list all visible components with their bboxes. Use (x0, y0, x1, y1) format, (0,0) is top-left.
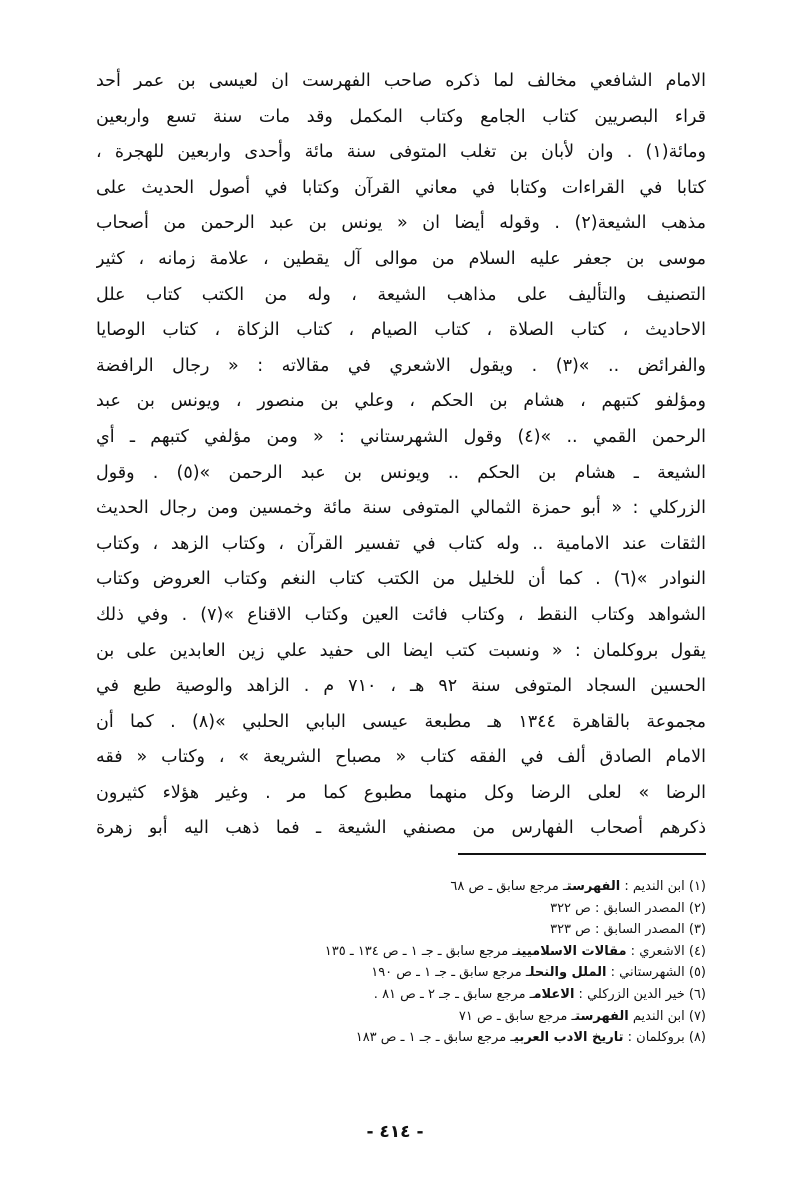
footnote-7 (170, 1006, 706, 1028)
main-text (96, 64, 706, 847)
footnote-title: الفهرست (566, 879, 621, 894)
footnote-author: (٣) المصدر السابق : ص ٣٢٣ (550, 922, 706, 938)
footnote-5 (170, 962, 706, 984)
text-line: موسى بن جعفر عليه السلام من موالى آل يقطين ، علامة زمانه ، كثير (96, 248, 706, 269)
footnote-author: (٧) ابن النديم (628, 1008, 706, 1024)
text-line: كتابا في القراءات وكتابا في معاني القرآن وكتابا في أصول الحديث على (96, 177, 706, 198)
footnote-reference: ـ مرجع سابق ـ جـ ٢ ـ ص ٨١ . (373, 986, 534, 1002)
footnote-title: تاريخ الادب العربي (514, 1030, 624, 1046)
footnote-author: (٨) بروكلمان : (623, 1030, 706, 1046)
footnote-reference: ـ مرجع سابق ـ جـ ١ ـ ص ١٣٤ ـ ١٣٥ (324, 943, 517, 959)
footnote-title: مقالات الاسلاميين (516, 943, 627, 959)
footnote-8 (170, 1027, 706, 1049)
text-line: مجموعة بالقاهرة ١٣٤٤ هـ مطبعة عيسى البابي الحلبي »(٨) . كما أن (96, 711, 706, 732)
text-line: الحسين السجاد المتوفى سنة ٩٢ هـ ، ٧١٠ م . الزاهد والوصية طبع في (96, 676, 706, 697)
footnote-divider (458, 853, 706, 855)
text-line: الشواهد وكتاب النقط ، وكتاب فائت العين وكتاب الاقناع »(٧) . وفي ذلك (96, 604, 706, 625)
footnote-1 (170, 876, 706, 898)
text-line: مذهب الشيعة(٢) . وقوله أيضا ان « يونس بن عبد الرحمن من أصحاب (96, 213, 706, 234)
footnote-reference: ـ مرجع سابق ـ ص ٧١ (458, 1008, 576, 1024)
text-line: النوادر »(٦) . كما أن للخليل من الكتب كتاب النغم وكتاب العروض وكتاب (96, 569, 706, 590)
footnote-author: (٥) الشهرستاني : (606, 965, 706, 981)
footnote-4 (170, 941, 706, 963)
text-line: ومؤلفو كتبهم ، هشام بن الحكم ، وعلي بن منصور ، ويونس بن عبد (96, 391, 706, 412)
footnote-reference: ـ مرجع سابق ـ ص ٦٨ (450, 879, 567, 894)
text-line: الامام الصادق ألف في الفقه كتاب « مصباح الشريعة » ، وكتاب « فقه (96, 747, 706, 768)
text-line: التصنيف والتأليف على مذاهب الشيعة ، وله من الكتب كتاب علل (96, 284, 706, 305)
text-line: الامام الشافعي مخالف لما ذكره صاحب الفهرست ان لعيسى بن عمر أحد (96, 71, 706, 91)
footnote-author: (١) ابن النديم : (620, 879, 706, 894)
text-line: الثقات عند الامامية .. وله كتاب في تفسير القرآن ، وكتاب الزهد ، وكتاب (96, 533, 706, 554)
text-line: يقول بروكلمان : « ونسبت كتب ايضا الى حفيد علي زين العابدين على بن (96, 640, 706, 661)
text-line: والفرائض .. »(٣) . ويقول الاشعري في مقالاته : « رجال الرافضة (96, 355, 706, 376)
footnote-title: الفهرست (575, 1008, 629, 1024)
text-line: قراء البصريين كتاب الجامع وكتاب المكمل وقد مات سنة تسع واربعين (96, 106, 706, 127)
footnote-author: (٦) خير الدين الزركلي : (574, 986, 706, 1002)
footnotes (170, 876, 706, 1049)
text-line: الرضا » لعلى الرضا وكل منهما مطبوع كما مر . وغير هؤلاء كثيرون (96, 782, 706, 803)
footnote-author: (٢) المصدر السابق : ص ٣٢٢ (550, 900, 706, 916)
text-line: الشيعة ـ هشام بن الحكم .. ويونس بن عبد الرحمن »(٥) . وقول (96, 462, 706, 483)
footnote-title: الاعلام (533, 986, 575, 1002)
footnote-reference: ـ مرجع سابق ـ جـ ١ ـ ص ١٩٠ (371, 965, 530, 981)
footnote-title: الملل والنحل (529, 965, 607, 981)
footnote-author: (٤) الاشعري : (626, 943, 706, 959)
footnote-reference: ـ مرجع سابق ـ جـ ١ ـ ص ١٨٣ (355, 1030, 515, 1046)
footnote-3 (170, 919, 706, 941)
text-line: ومائة(١) . وان لأبان بن تغلب المتوفى سنة مائة وأحدى واربعين للهجرة ، (96, 142, 706, 163)
footnote-2 (170, 898, 706, 920)
page-number: - ٤١٤ - (366, 1122, 424, 1142)
text-line: الرحمن القمي .. »(٤) وقول الشهرستاني : « ومن مؤلفي كتبهم ـ أي (96, 426, 706, 447)
text-line: الزركلي : « أبو حمزة الثمالي المتوفى سنة مائة وخمسين ومن رجال الحديث (96, 498, 706, 519)
text-line: الاحاديث ، كتاب الصلاة ، كتاب الصيام ، كتاب الزكاة ، كتاب الوصايا (96, 320, 706, 341)
footnote-6 (170, 984, 706, 1006)
text-line: ذكرهم أصحاب الفهارس من مصنفي الشيعة ـ فما ذهب اليه أبو زهرة (96, 818, 706, 839)
